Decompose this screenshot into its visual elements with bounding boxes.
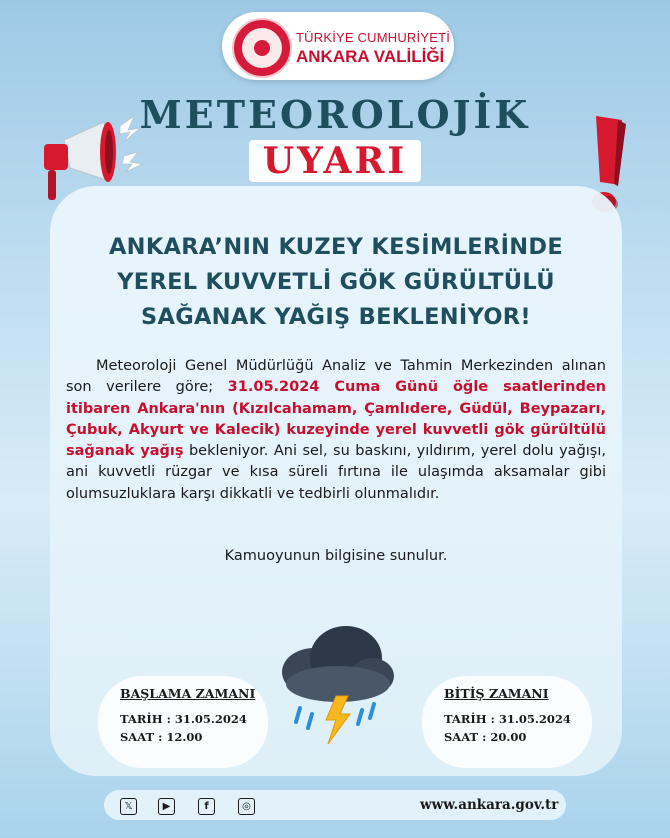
highlighted-warning: 31.05.2024 Cuma Günü öğle saatlerinden itibaren Ankara'nın (Kızılcahamam, Çamlıdere, Güdül, Beypazarı, Çubuk, Akyurt ve Kalecik) kuzeyinde yerel kuvvetli gök gürültülü sağanak yağış xyxy=(66,379,606,460)
end-time: SAAT : 20.00 xyxy=(444,730,527,744)
start-time-box xyxy=(98,676,268,768)
headline: ANKARA’NIN KUZEY KESİMLERİNDE YEREL KUVVETLİ GÖK GÜRÜLTÜLÜ SAĞANAK YAĞIŞ BEKLENİYOR! xyxy=(108,234,564,330)
announcement-body: Meteoroloji Genel Müdürlüğü Analiz ve Tahmin Merkezinden alınan son verilere göre; 31.05.2024 Cuma Günü öğle saatlerinden itibaren Ankara'nın (Kızılcahamam, Çamlıdere, Güdül, Beypazarı, Çubuk, Akyurt ve Kalecik) kuzeyinde yerel kuvvetli gök gürültülü sağanak yağış bekleniyor. Ani sel, su baskını, yıldırım, yerel dolu yağışı, ani kuvvetli rüzgar ve kısa süreli fırtına ile ulaşımda aksamalar gibi olumsuzluklara karşı dikkatli ve tedbirli olunmalıdır. xyxy=(66,358,606,502)
org-name-line2: ANKARA VALİLİĞİ xyxy=(296,47,445,66)
start-time-title: BAŞLAMA ZAMANI xyxy=(120,686,256,701)
end-date: TARİH : 31.05.2024 xyxy=(444,712,571,726)
closing-statement: Kamuoyunun bilgisine sunulur. xyxy=(224,548,448,564)
end-time-box xyxy=(422,676,592,768)
state-seal-icon xyxy=(232,18,292,78)
x-icon[interactable]: 𝕏 xyxy=(120,798,137,815)
page-title: METEOROLOJİK xyxy=(139,92,531,137)
org-name-line1: TÜRKİYE CUMHURİYETİ xyxy=(296,30,451,45)
end-time-title: BİTİŞ ZAMANI xyxy=(444,686,549,701)
website-link[interactable]: www.ankara.gov.tr xyxy=(420,797,559,813)
announcement-card xyxy=(50,186,622,776)
youtube-icon[interactable]: ▶ xyxy=(158,798,175,815)
storm-cloud-icon xyxy=(274,618,398,748)
header-logo-pill xyxy=(222,12,454,80)
start-time: SAAT : 12.00 xyxy=(120,730,203,744)
footer-bar xyxy=(104,790,566,820)
page-subtitle: UYARI xyxy=(0,140,670,182)
instagram-icon[interactable]: ◎ xyxy=(238,798,255,815)
facebook-icon[interactable]: f xyxy=(198,798,215,815)
start-date: TARİH : 31.05.2024 xyxy=(120,712,247,726)
